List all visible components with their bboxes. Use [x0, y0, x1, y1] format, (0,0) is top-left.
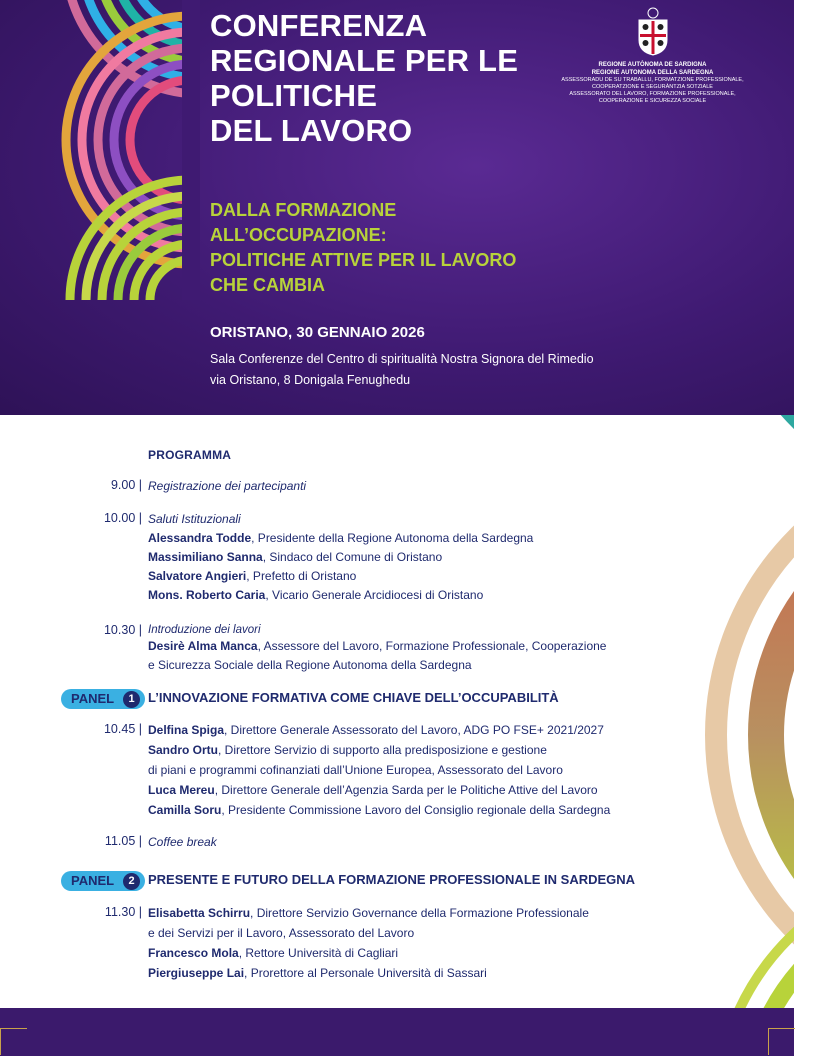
- department-name-line: COOPERATZIONE E SEGURÀNTZIA SOTZIALE: [592, 84, 713, 90]
- speaker-role: , Direttore Servizio di supporto alla predisposizione e gestione: [218, 743, 547, 757]
- region-name-italian: REGIONE AUTONOMA DELLA SARDEGNA: [591, 70, 714, 76]
- speaker-line: [148, 923, 414, 943]
- decorative-arcs: [0, 0, 200, 300]
- speaker-line: [148, 585, 483, 605]
- agenda-heading: Registrazione dei partecipanti: [148, 479, 307, 493]
- speaker-name: Delfina Spiga: [148, 723, 225, 737]
- subtitle-line: DALLA FORMAZIONE: [210, 200, 397, 220]
- speaker-name: Piergiuseppe Lai: [148, 966, 245, 980]
- region-logo: [560, 6, 745, 105]
- panel-title: PRESENTE E FUTURO DELLA FORMAZIONE PROFESSIONALE IN SARDEGNA: [148, 872, 636, 887]
- program-title: PROGRAMMA: [148, 448, 232, 462]
- speaker-role: di piani e programmi cofinanziati dall’Unione Europea, Assessorato del Lavoro: [148, 763, 563, 777]
- speaker-role: , Presidente Commissione Lavoro del Consiglio regionale della Sardegna: [221, 803, 611, 817]
- speaker-line: [148, 528, 533, 548]
- region-name-sardinian: REGIONE AUTÒNOMA DE SARDIGNA: [598, 62, 707, 68]
- venue-line: via Oristano, 8 Donigala Fenughedu: [210, 373, 411, 387]
- corner-mark: [0, 1028, 27, 1055]
- agenda-time: 10.45 |: [103, 722, 142, 736]
- conference-subtitle: [210, 198, 516, 298]
- venue-line: Sala Conferenze del Centro di spiritualità Nostra Signora del Rimedio: [210, 352, 594, 366]
- header-banner: [0, 0, 794, 415]
- decorative-arcs-right: [666, 415, 794, 1008]
- panel-label: PANEL: [71, 691, 115, 706]
- speaker-line: [148, 720, 604, 740]
- agenda-heading: Coffee break: [148, 835, 217, 849]
- department-name-line: ASSESSORATO DEL LAVORO, FORMAZIONE PROFESSIONALE,: [569, 91, 736, 97]
- subtitle-line: CHE CAMBIA: [210, 275, 325, 295]
- panel-badge: [61, 689, 145, 709]
- speaker-name: Salvatore Angieri: [148, 569, 247, 583]
- speaker-role: , Rettore Università di Cagliari: [238, 946, 399, 960]
- speaker-name: Mons. Roberto Caria: [148, 588, 266, 602]
- speaker-role: , Presidente della Regione Autonoma della Sardegna: [251, 531, 534, 545]
- speaker-role: e dei Servizi per il Lavoro, Assessorato del Lavoro: [148, 926, 415, 940]
- title-line: DEL LAVORO: [210, 113, 413, 148]
- event-date: ORISTANO, 30 GENNAIO 2026: [210, 324, 425, 341]
- subtitle-line: POLITICHE ATTIVE PER IL LAVORO: [210, 250, 517, 270]
- speaker-line: [148, 903, 589, 923]
- speaker-line: [148, 636, 606, 656]
- speaker-name: Sandro Ortu: [148, 743, 219, 757]
- agenda-time: 10.30 |: [103, 623, 142, 637]
- speaker-name: Desirè Alma Manca: [148, 639, 258, 653]
- agenda-heading: Introduzione dei lavori: [148, 624, 261, 636]
- speaker-line: [148, 963, 487, 983]
- corner-mark: [768, 1028, 795, 1055]
- speaker-role: , Assessore del Lavoro, Formazione Professionale, Cooperazione: [257, 639, 607, 653]
- department-name-line: ASSESSORADU DE SU TRABALLU, FORMATZIONE PROFESSIONALE,: [561, 77, 744, 83]
- panel-2-header: [0, 871, 660, 893]
- speaker-role: e Sicurezza Sociale della Regione Autonoma della Sardegna: [148, 658, 472, 672]
- speaker-line: [148, 566, 356, 586]
- speaker-role: , Direttore Servizio Governance della Formazione Professionale: [250, 906, 589, 920]
- title-line: REGIONALE PER LE: [210, 43, 519, 78]
- panel-badge: [61, 871, 145, 891]
- speaker-role: , Sindaco del Comune di Oristano: [262, 550, 443, 564]
- speaker-name: Francesco Mola: [148, 946, 239, 960]
- speaker-name: Alessandra Todde: [148, 531, 252, 545]
- title-line: POLITICHE: [210, 78, 378, 113]
- speaker-role: , Prorettore al Personale Università di Sassari: [244, 966, 487, 980]
- agenda-time: 11.05 |: [104, 834, 142, 848]
- event-venue: [210, 349, 594, 391]
- speaker-line: [148, 760, 563, 780]
- speaker-line: [148, 655, 472, 675]
- department-name-line: COOPERAZIONE E SICUREZZA SOCIALE: [598, 98, 707, 104]
- panel-number: 2: [123, 873, 140, 890]
- panel-label: PANEL: [71, 873, 115, 888]
- panel-title: L’INNOVAZIONE FORMATIVA COME CHIAVE DELL’OCCUPABILITÀ: [148, 690, 559, 705]
- conference-title: [210, 8, 518, 148]
- speaker-role: , Direttore Generale dell’Agenzia Sarda per le Politiche Attive del Lavoro: [214, 783, 598, 797]
- agenda-heading: Saluti Istituzionali: [148, 512, 241, 526]
- panel-number: 1: [123, 691, 140, 708]
- speaker-line: [148, 800, 610, 820]
- sardinia-crest-icon: [633, 6, 673, 56]
- agenda-time: 9.00 |: [110, 478, 142, 492]
- speaker-name: Luca Mereu: [148, 783, 215, 797]
- speaker-line: [148, 780, 598, 800]
- footer-band: [0, 1008, 794, 1056]
- speaker-role: , Prefetto di Oristano: [246, 569, 357, 583]
- title-line: CONFERENZA: [210, 8, 428, 43]
- speaker-name: Camilla Soru: [148, 803, 222, 817]
- speaker-line: [148, 943, 398, 963]
- speaker-line: [148, 547, 442, 567]
- panel-1-header: [0, 689, 660, 711]
- subtitle-line: ALL’OCCUPAZIONE:: [210, 225, 387, 245]
- speaker-role: , Vicario Generale Arcidiocesi di Oristano: [265, 588, 484, 602]
- speaker-line: [148, 740, 547, 760]
- speaker-name: Massimiliano Sanna: [148, 550, 263, 564]
- speaker-role: , Direttore Generale Assessorato del Lavoro, ADG PO FSE+ 2021/2027: [224, 723, 604, 737]
- speaker-name: Elisabetta Schirru: [148, 906, 251, 920]
- agenda-time: 11.30 |: [104, 905, 142, 919]
- agenda-time: 10.00 |: [103, 511, 142, 525]
